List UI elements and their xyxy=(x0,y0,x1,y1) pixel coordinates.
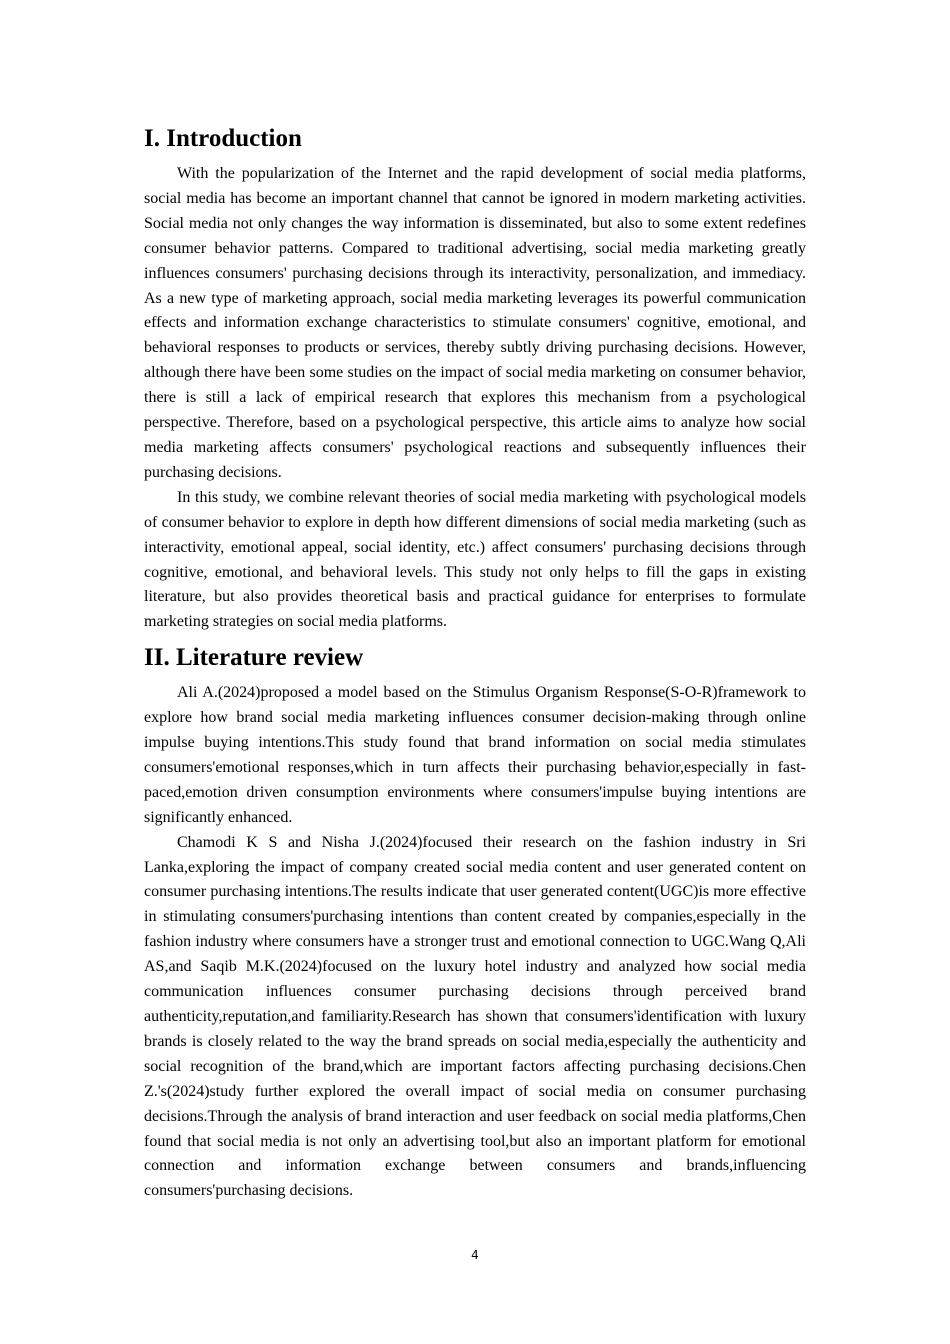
section-heading-introduction: I. Introduction xyxy=(144,125,302,152)
introduction-paragraph: With the popularization of the Internet and the rapid development of social media platforms, social media has become an important channel that cannot be ignored in modern marketing activities. Social media not only changes the way information is disseminated, but also to some extent redefines consumer behavior patterns. Compared to traditional advertising, social media marketing greatly influences consumers' purchasing decisions through its interactivity, personalization, and immediacy. As a new type of marketing approach, social media marketing leverages its powerful communication effects and information exchange characteristics to stimulate consumers' cognitive, emotional, and behavioral responses to products or services, thereby subtly driving purchasing decisions. However, although there have been some studies on the impact of social media marketing on consumer behavior, there is still a lack of empirical research that explores this mechanism from a psychological perspective. Therefore, based on a psychological perspective, this article aims to analyze how social media marketing affects consumers' psychological reactions and subsequently influences their purchasing decisions. xyxy=(144,165,806,481)
literature-review-paragraph: Ali A.(2024)proposed a model based on the Stimulus Organism Response(S-O-R)framework to explore how brand social media marketing influences consumer decision-making through online impulse buying intentions.This study found that brand information on social media stimulates consumers'emotional responses,which in turn affects their purchasing behavior,especially in fast-paced,emotion driven consumption environments where consumers'impulse buying intentions are significantly enhanced. xyxy=(144,684,806,826)
page-number: 4 xyxy=(471,1248,479,1262)
introduction-paragraph: In this study, we combine relevant theories of social media marketing with psychological models of consumer behavior to explore in depth how different dimensions of social media marketing (such as interactivity, emotional appeal, social identity, etc.) affect consumers' purchasing decisions through cognitive, emotional, and behavioral levels. This study not only helps to fill the gaps in existing literature, but also provides theoretical basis and practical guidance for enterprises to formulate marketing strategies on social media platforms. xyxy=(144,488,806,631)
literature-review-paragraph: Chamodi K S and Nisha J.(2024)focused their research on the fashion industry in Sri Lanka,exploring the impact of company created social media content and user generated content on consumer purchasing intentions.The results indicate that user generated content(UGC)is more effective in stimulating consumers'purchasing intentions than content created by companies,especially in the fashion industry where consumers have a stronger trust and emotional connection to UGC.Wang Q,Ali AS,and Saqib M.K.(2024)focused on the luxury hotel industry and analyzed how social media communication influences consumer purchasing decisions through perceived brand authenticity,reputation,and familiarity.Research has shown that consumers'identification with luxury brands is closely related to the way the brand spreads on social media,especially the authenticity and social recognition of the brand,which are important factors affecting purchasing decisions.Chen Z.'s(2024)study further explored the overall impact of social media on consumer purchasing decisions.Through the analysis of brand interaction and user feedback on social media platforms,Chen found that social media is not only an advertising tool,but also an important platform for emotional connection and information exchange between consumers and brands,influencing consumers'purchasing decisions. xyxy=(144,833,806,1200)
section-heading-literature-review: II. Literature review xyxy=(144,644,364,672)
document-page xyxy=(144,124,806,1204)
